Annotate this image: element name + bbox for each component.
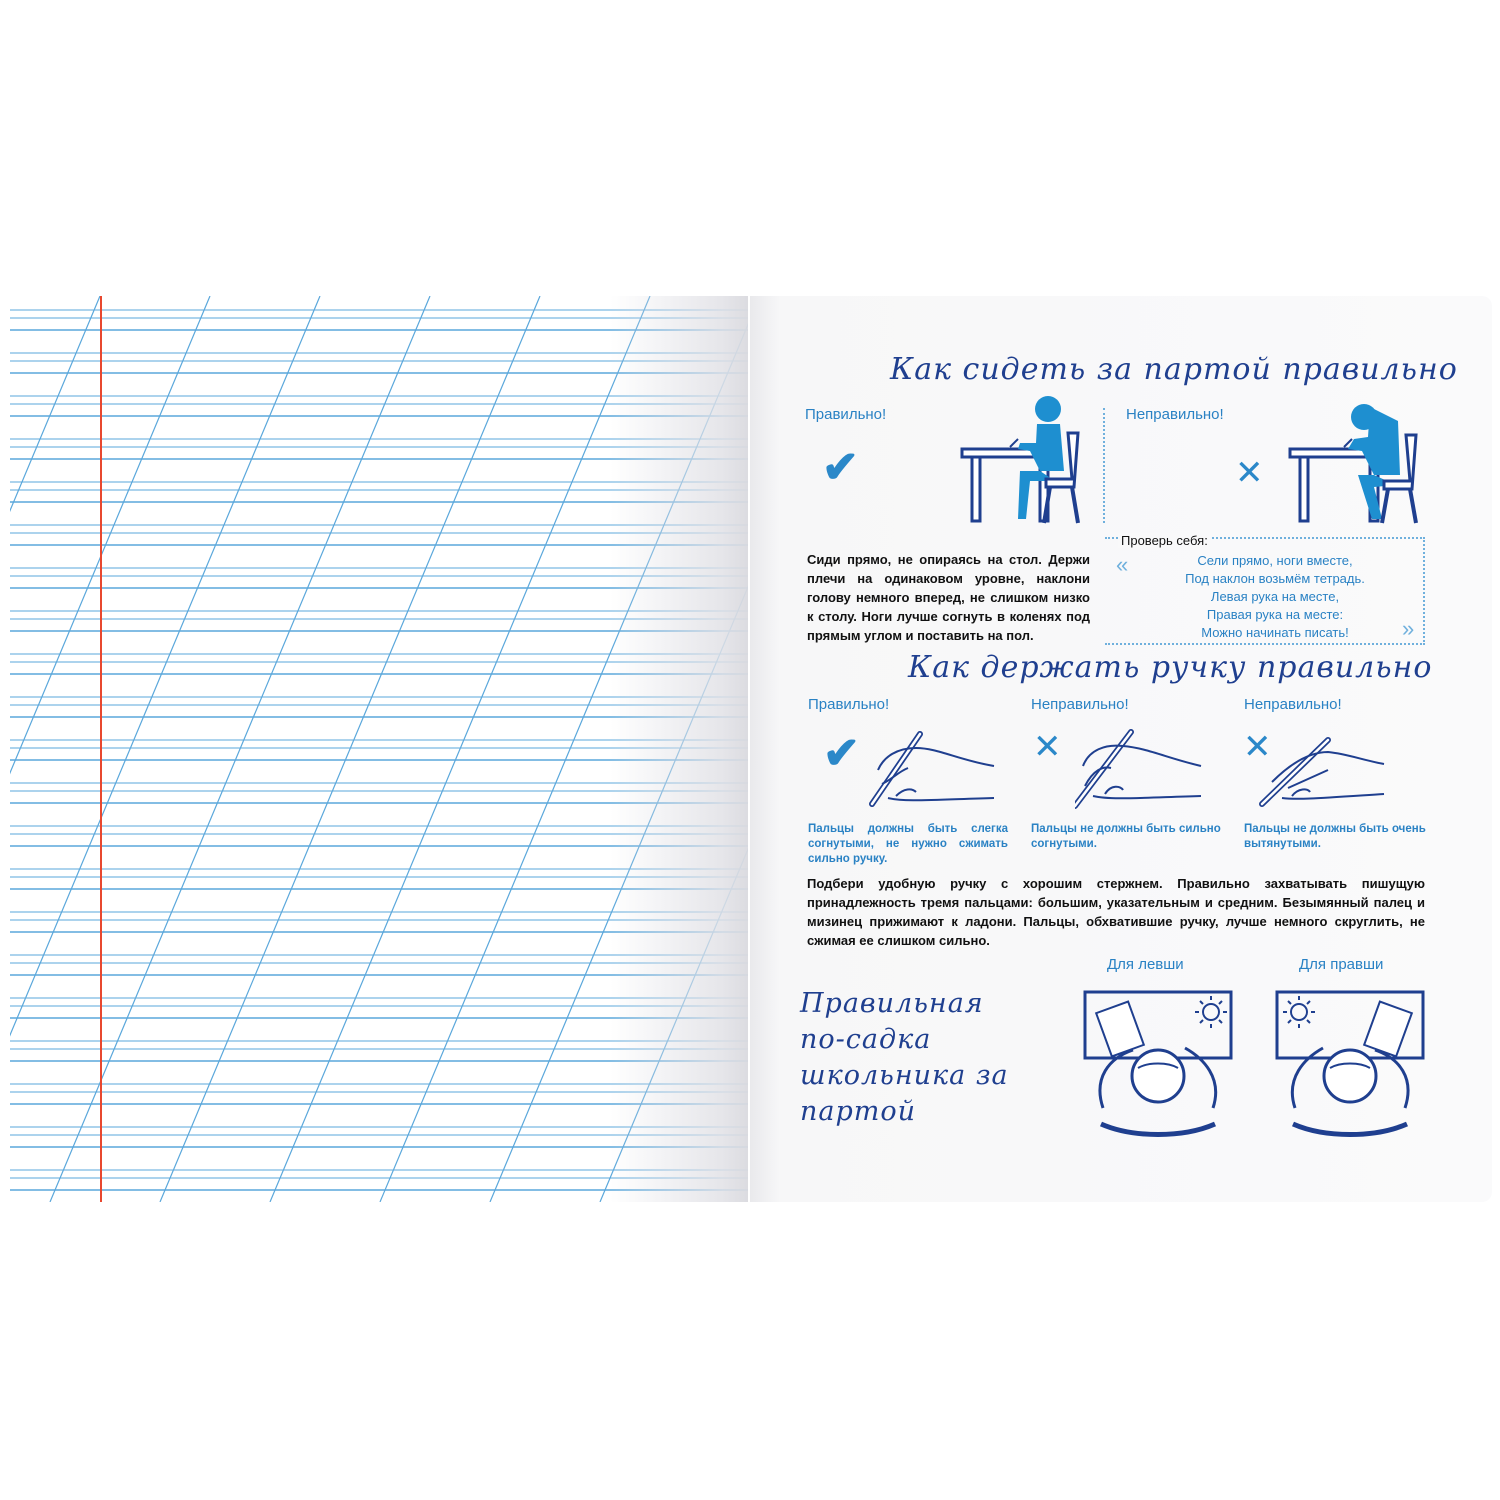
sitting-title: Как сидеть за партой правильно <box>890 352 1458 387</box>
poem-line: Правая рука на месте: <box>1206 607 1344 622</box>
poem-line: Левая рука на месте, <box>1210 589 1340 604</box>
pen-description: Подбери удобную ручку с хорошим стержнем. Правильно захватывать пишущую принадлежность тремя пальцами: большим, указательным и средним. Безымянный палец и мизинец прижимают к ладони. Пальцы, обхватившие ручку, лучше немного скруглить, не сжимая ее слишком сильно. <box>807 876 1425 948</box>
page-fold-shadow <box>610 296 748 1202</box>
self-check-title: Проверь себя: <box>1118 533 1211 548</box>
correct-pen-grip-illustration <box>868 726 998 811</box>
pen-incorrect-label-2: Неправильно! <box>1244 696 1342 713</box>
check-icon: ✔ <box>822 443 859 492</box>
right-handed-desk-illustration <box>1275 988 1425 1140</box>
pen-correct-caption: Пальцы должны быть слегка согнутыми, не нужно сжимать сильно ручку. <box>808 823 1008 865</box>
check-icon: ✔ <box>823 729 860 778</box>
pen-incorrect-caption-1: Пальцы не должны быть сильно согнутыми. <box>1031 823 1221 850</box>
section-divider <box>1103 408 1105 523</box>
ruling-slant-line <box>50 296 430 1202</box>
sitting-description: Сиди прямо, не опираясь на стол. Держи плечи на одинаковом уровне, наклони голову немного вперед, не слишком низко к столу. Ноги лучше согнуть в коленях под прямым углом и поставить на пол. <box>807 552 1090 643</box>
poem-line: Сели прямо, ноги вместе, <box>1197 553 1353 568</box>
ruling-slant-line <box>270 296 650 1202</box>
left-handed-label: Для левши <box>1107 956 1184 973</box>
pen-incorrect-label-1: Неправильно! <box>1031 696 1129 713</box>
pen-incorrect-caption-2: Пальцы не должны быть очень вытянутыми. <box>1244 823 1426 850</box>
ruling-slant-line <box>160 296 540 1202</box>
pen-title: Как держать ручку правильно <box>908 650 1433 685</box>
instruction-page <box>750 296 1492 1202</box>
posture-title: Правильная по-садка школьника за партой <box>800 988 1009 1127</box>
chevron-left-icon: « <box>1116 552 1129 577</box>
cross-icon: ✕ <box>1235 454 1264 492</box>
cross-icon: ✕ <box>1033 728 1062 766</box>
ruling-slant-line <box>10 296 320 1202</box>
incorrect-pen-grip-illustration <box>1258 726 1388 811</box>
ruling-slant-line <box>10 296 210 1202</box>
left-handed-desk-illustration <box>1083 988 1233 1140</box>
cross-icon: ✕ <box>1243 728 1272 766</box>
chevron-right-icon: » <box>1402 616 1415 641</box>
notebook-spread <box>0 296 1500 1202</box>
correct-sitting-illustration <box>960 391 1090 526</box>
incorrect-pen-grip-illustration <box>1075 726 1205 811</box>
sitting-correct-label: Правильно! <box>805 406 887 423</box>
poem-line: Под наклон возьмём тетрадь. <box>1185 571 1365 586</box>
pen-correct-label: Правильно! <box>808 696 890 713</box>
self-check-poem <box>1160 552 1390 642</box>
ruling-slant-line <box>10 296 100 1202</box>
sitting-incorrect-label: Неправильно! <box>1126 406 1224 423</box>
incorrect-sitting-illustration <box>1288 391 1428 526</box>
right-handed-label: Для правши <box>1299 956 1384 973</box>
poem-line: Можно начинать писать! <box>1201 625 1349 640</box>
ruled-page <box>10 296 748 1202</box>
